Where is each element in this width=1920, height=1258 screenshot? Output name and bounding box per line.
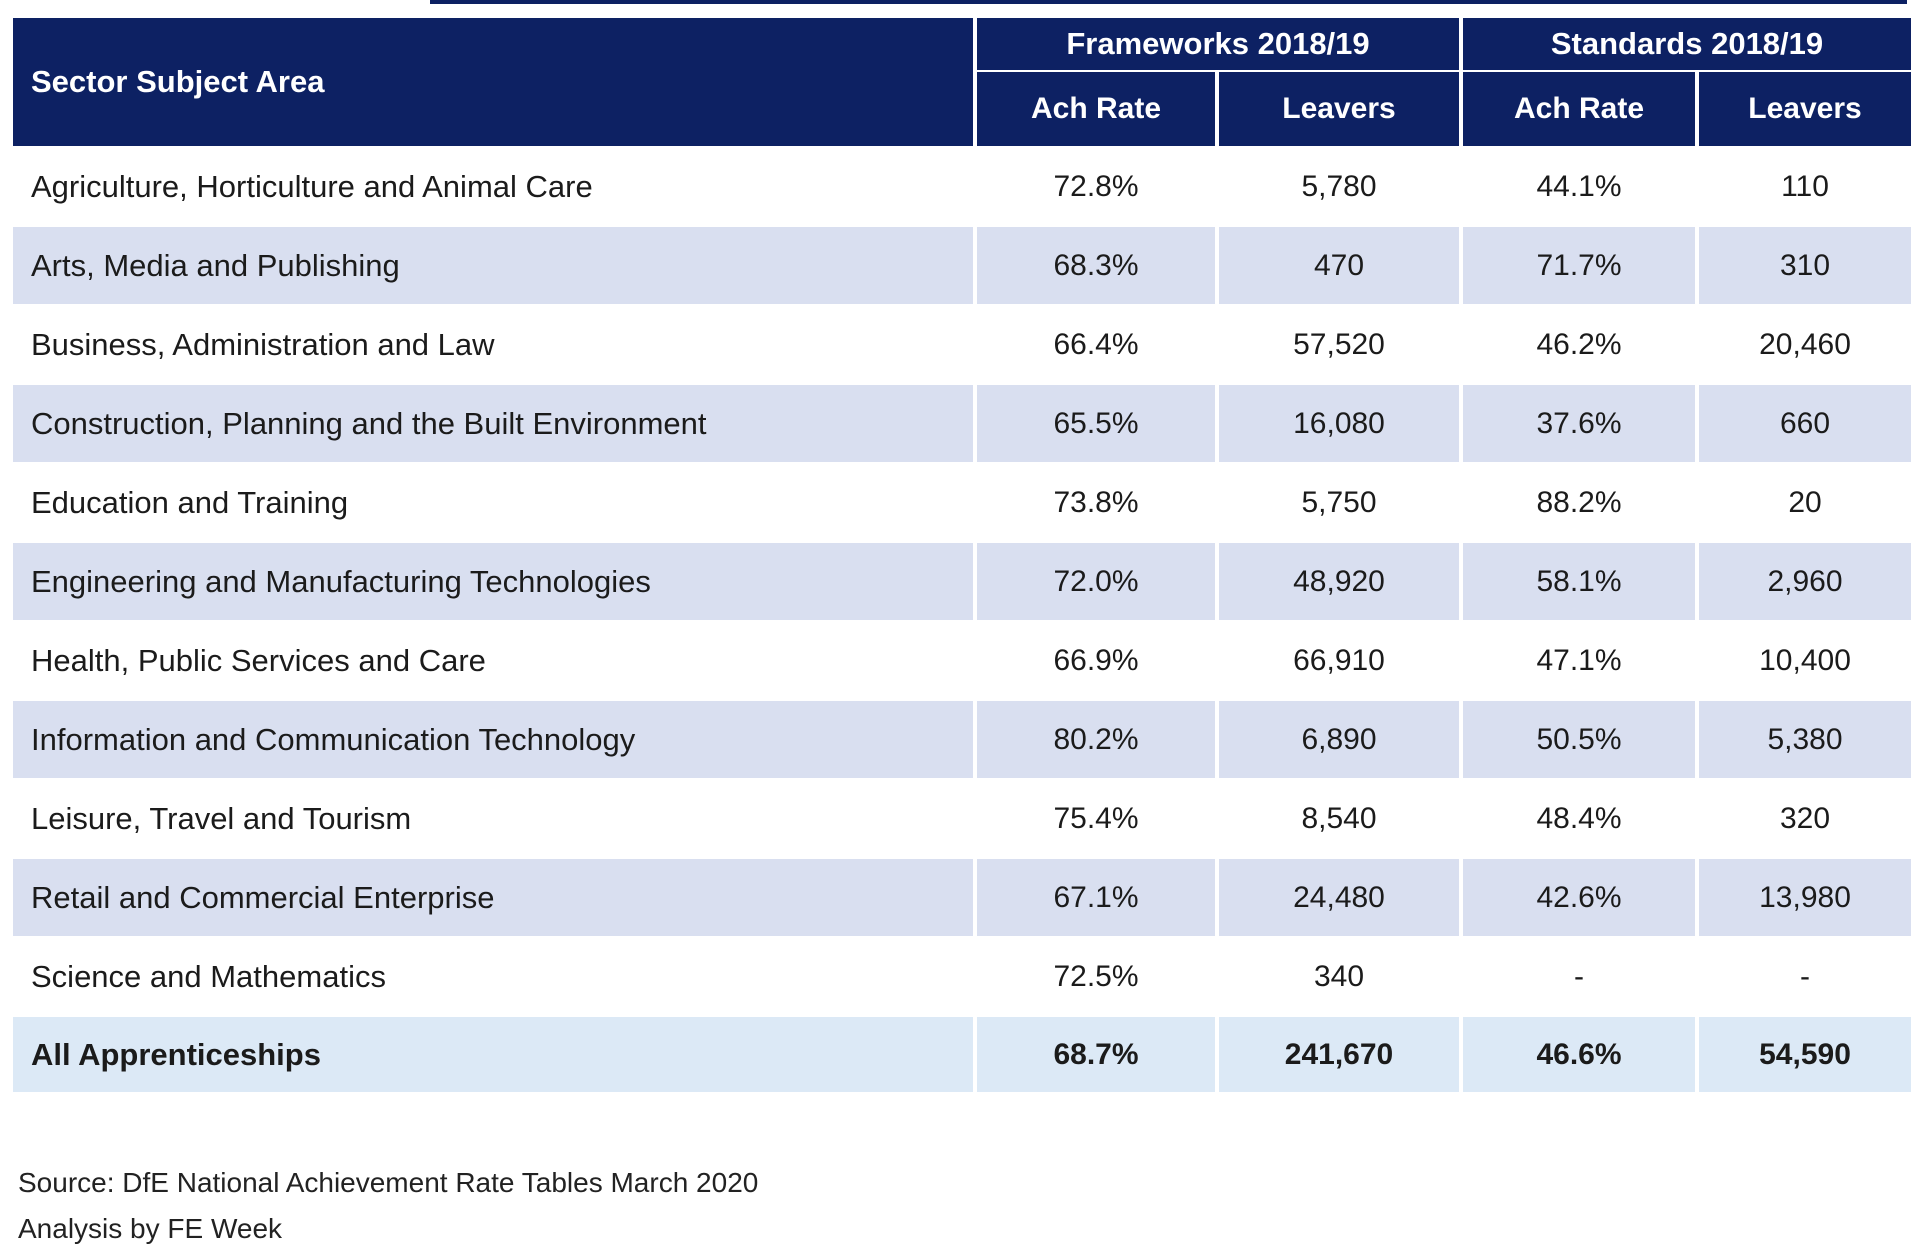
table-body	[13, 148, 1911, 1092]
standards-ach-rate: 47.1%	[1463, 622, 1695, 699]
standards-ach-rate: 44.1%	[1463, 148, 1695, 225]
column-header-standards-leavers: Leavers	[1699, 72, 1911, 146]
table-row	[13, 622, 1911, 699]
column-header-frameworks-ach-rate: Ach Rate	[977, 72, 1215, 146]
standards-leavers: 320	[1699, 780, 1911, 857]
standards-leavers: 5,380	[1699, 701, 1911, 778]
standards-ach-rate: 71.7%	[1463, 227, 1695, 304]
column-group-frameworks: Frameworks 2018/19	[977, 18, 1459, 70]
standards-ach-rate: 37.6%	[1463, 385, 1695, 462]
frameworks-ach-rate: 73.8%	[977, 464, 1215, 541]
sector-name: Agriculture, Horticulture and Animal Care	[13, 148, 973, 225]
standards-ach-rate: 42.6%	[1463, 859, 1695, 936]
frameworks-leavers: 6,890	[1219, 701, 1459, 778]
table-row	[13, 780, 1911, 857]
standards-leavers: 660	[1699, 385, 1911, 462]
total-frameworks-leavers: 241,670	[1219, 1017, 1459, 1092]
sector-name: Engineering and Manufacturing Technologies	[13, 543, 973, 620]
frameworks-ach-rate: 75.4%	[977, 780, 1215, 857]
frameworks-ach-rate: 66.9%	[977, 622, 1215, 699]
sector-name: Science and Mathematics	[13, 938, 973, 1015]
frameworks-ach-rate: 72.8%	[977, 148, 1215, 225]
achievement-rate-table	[9, 16, 1915, 1094]
sector-name: Construction, Planning and the Built Environment	[13, 385, 973, 462]
frameworks-ach-rate: 72.0%	[977, 543, 1215, 620]
column-group-standards: Standards 2018/19	[1463, 18, 1911, 70]
standards-leavers: 10,400	[1699, 622, 1911, 699]
sector-name: Education and Training	[13, 464, 973, 541]
table-row	[13, 938, 1911, 1015]
total-frameworks-ach-rate: 68.7%	[977, 1017, 1215, 1092]
source-line-1: Source: DfE National Achievement Rate Tables March 2020	[18, 1167, 759, 1198]
standards-leavers: 310	[1699, 227, 1911, 304]
frameworks-leavers: 57,520	[1219, 306, 1459, 383]
total-standards-leavers: 54,590	[1699, 1017, 1911, 1092]
standards-leavers: 20	[1699, 464, 1911, 541]
table-header	[13, 18, 1911, 146]
standards-leavers: 13,980	[1699, 859, 1911, 936]
frameworks-ach-rate: 80.2%	[977, 701, 1215, 778]
sector-name: Leisure, Travel and Tourism	[13, 780, 973, 857]
standards-ach-rate: 48.4%	[1463, 780, 1695, 857]
frameworks-leavers: 48,920	[1219, 543, 1459, 620]
frameworks-leavers: 16,080	[1219, 385, 1459, 462]
standards-ach-rate: 88.2%	[1463, 464, 1695, 541]
standards-ach-rate: 58.1%	[1463, 543, 1695, 620]
standards-leavers: 110	[1699, 148, 1911, 225]
frameworks-leavers: 8,540	[1219, 780, 1459, 857]
standards-ach-rate: 50.5%	[1463, 701, 1695, 778]
sector-name: Retail and Commercial Enterprise	[13, 859, 973, 936]
sector-name: Business, Administration and Law	[13, 306, 973, 383]
source-line-2: Analysis by FE Week	[18, 1213, 283, 1244]
frameworks-ach-rate: 72.5%	[977, 938, 1215, 1015]
frameworks-leavers: 470	[1219, 227, 1459, 304]
frameworks-ach-rate: 66.4%	[977, 306, 1215, 383]
source-note	[18, 1160, 758, 1252]
total-row	[13, 1017, 1911, 1092]
column-header-frameworks-leavers: Leavers	[1219, 72, 1459, 146]
sector-name: Information and Communication Technology	[13, 701, 973, 778]
frameworks-leavers: 5,780	[1219, 148, 1459, 225]
table-row	[13, 148, 1911, 225]
sector-name: Health, Public Services and Care	[13, 622, 973, 699]
total-standards-ach-rate: 46.6%	[1463, 1017, 1695, 1092]
standards-leavers: 2,960	[1699, 543, 1911, 620]
frameworks-leavers: 340	[1219, 938, 1459, 1015]
frameworks-leavers: 66,910	[1219, 622, 1459, 699]
standards-ach-rate: -	[1463, 938, 1695, 1015]
standards-ach-rate: 46.2%	[1463, 306, 1695, 383]
total-label: All Apprenticeships	[13, 1017, 973, 1092]
table-row	[13, 543, 1911, 620]
table-row	[13, 464, 1911, 541]
column-header-sector-subject-area: Sector Subject Area	[13, 18, 973, 146]
table-row	[13, 306, 1911, 383]
group-header-row	[13, 18, 1911, 70]
sector-name: Arts, Media and Publishing	[13, 227, 973, 304]
standards-leavers: 20,460	[1699, 306, 1911, 383]
table-row	[13, 701, 1911, 778]
table-row	[13, 859, 1911, 936]
frameworks-leavers: 24,480	[1219, 859, 1459, 936]
frameworks-ach-rate: 67.1%	[977, 859, 1215, 936]
table-row	[13, 227, 1911, 304]
top-border-line	[430, 0, 1907, 4]
frameworks-leavers: 5,750	[1219, 464, 1459, 541]
frameworks-ach-rate: 65.5%	[977, 385, 1215, 462]
column-header-standards-ach-rate: Ach Rate	[1463, 72, 1695, 146]
frameworks-ach-rate: 68.3%	[977, 227, 1215, 304]
standards-leavers: -	[1699, 938, 1911, 1015]
table-row	[13, 385, 1911, 462]
